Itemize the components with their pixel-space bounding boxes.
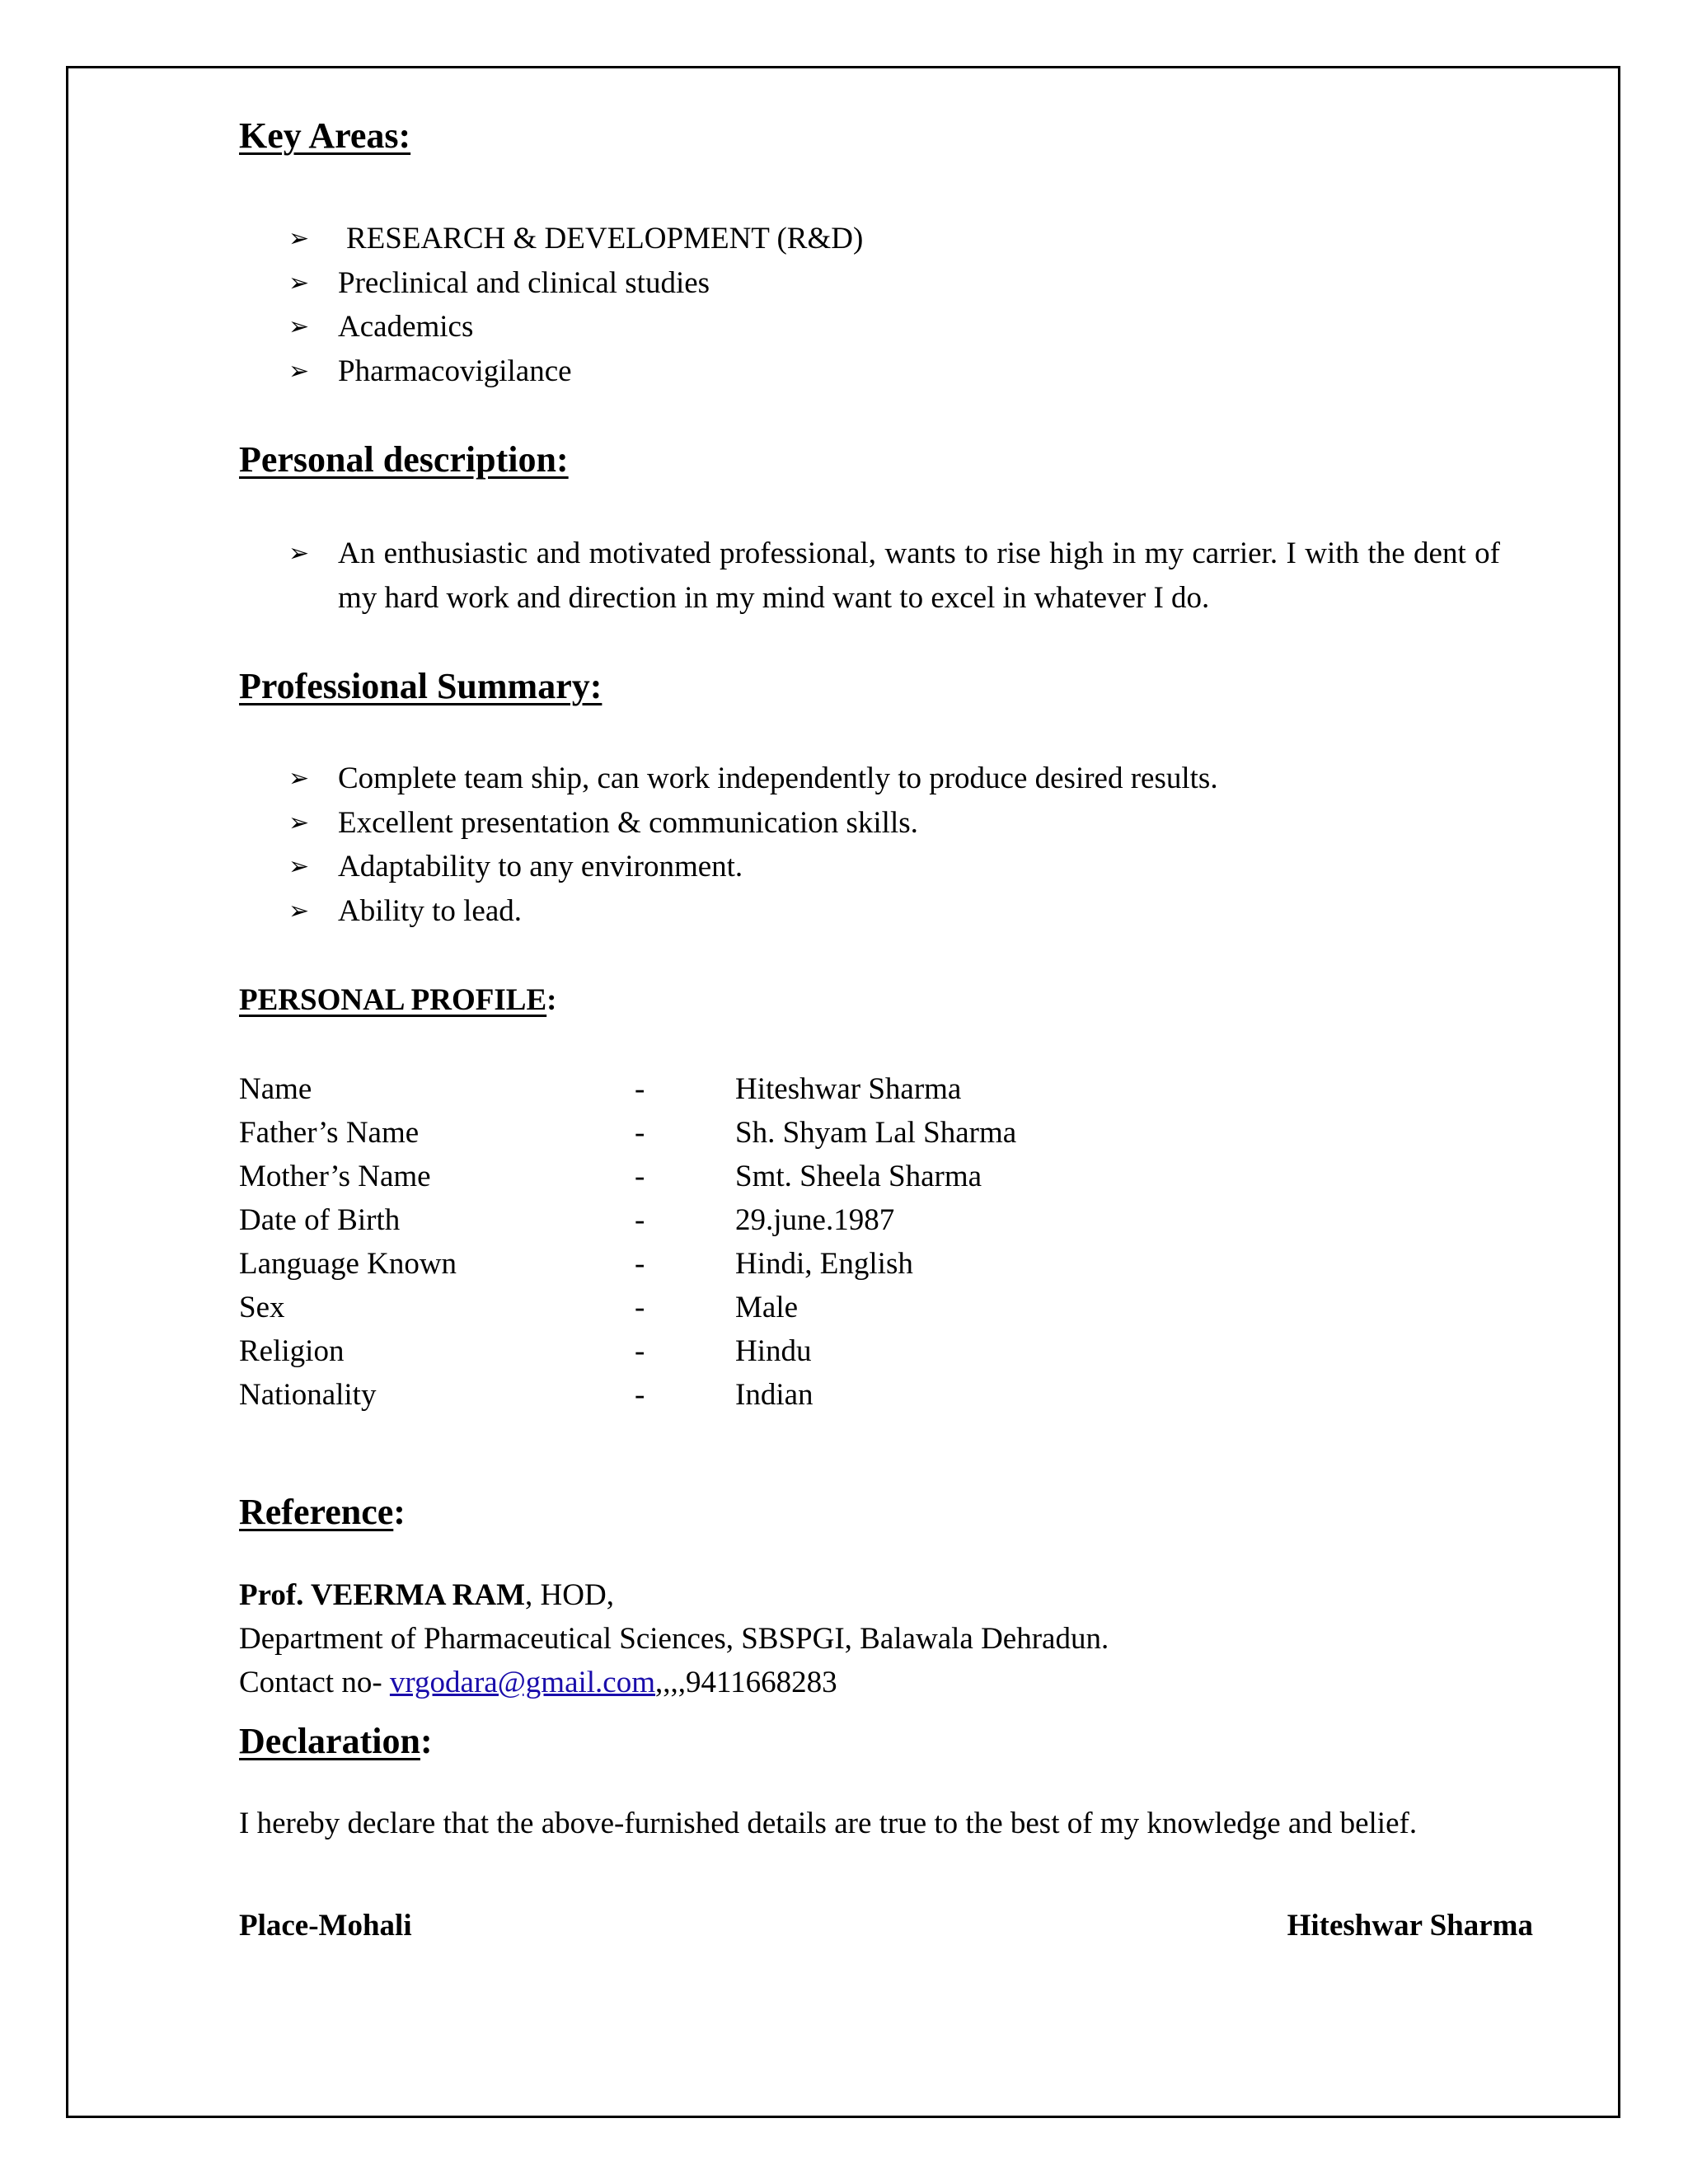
signature-name: Hiteshwar Sharma	[1287, 1909, 1533, 1943]
list-item: ➢ Academics	[288, 305, 1500, 349]
key-areas-list	[288, 217, 1500, 393]
arrow-bullet-icon: ➢	[288, 312, 310, 341]
arrow-bullet-icon: ➢	[288, 539, 310, 568]
reference-heading: Reference:	[239, 1492, 406, 1532]
list-item: ➢ Complete team ship, can work independently to produce desired results.	[288, 757, 1500, 801]
arrow-bullet-icon: ➢	[288, 852, 310, 881]
list-item: ➢ Pharmacovigilance	[288, 349, 1500, 394]
list-item: ➢ RESEARCH & DEVELOPMENT (R&D)	[288, 217, 1500, 261]
arrow-bullet-icon: ➢	[288, 268, 310, 298]
list-item: ➢ Adaptability to any environment.	[288, 845, 1500, 889]
declaration-heading: Declaration:	[239, 1721, 433, 1761]
professional-summary-list	[288, 757, 1500, 933]
profile-row: Date of Birth - 29.june.1987	[239, 1203, 895, 1237]
phone-number: ,,,,9411668283	[655, 1666, 837, 1699]
professional-summary-heading: Professional Summary:	[239, 666, 603, 706]
reference-department: Department of Pharmaceutical Sciences, SBSPGI, Balawala Dehradun.	[239, 1622, 1109, 1656]
declaration-text: I hereby declare that the above-furnished details are true to the best of my knowledge and belief.	[239, 1807, 1418, 1840]
arrow-bullet-icon: ➢	[288, 356, 310, 386]
personal-description-list	[288, 532, 1500, 620]
personal-description-heading: Personal description:	[239, 439, 569, 480]
key-areas-heading: Key Areas:	[239, 115, 411, 156]
list-item: ➢ Ability to lead.	[288, 889, 1500, 934]
arrow-bullet-icon: ➢	[288, 224, 310, 253]
arrow-bullet-icon: ➢	[288, 764, 310, 793]
profile-row: Name - Hiteshwar Sharma	[239, 1072, 962, 1106]
list-item: ➢ Excellent presentation & communication skills.	[288, 801, 1500, 846]
profile-row: Mother’s Name - Smt. Sheela Sharma	[239, 1160, 982, 1193]
arrow-bullet-icon: ➢	[288, 896, 310, 926]
email-link[interactable]: vrgodara@gmail.com	[389, 1666, 656, 1699]
reference-title: , HOD,	[525, 1578, 614, 1612]
declaration-place: Place-Mohali	[239, 1909, 412, 1943]
profile-row: Language Known - Hindi, English	[239, 1247, 913, 1281]
reference-name: Prof. VEERMA RAM	[239, 1578, 526, 1612]
profile-row: Nationality - Indian	[239, 1378, 814, 1412]
profile-row: Religion - Hindu	[239, 1334, 812, 1368]
reference-name-line	[239, 1573, 614, 1617]
personal-profile-heading: PERSONAL PROFILE:	[239, 983, 557, 1017]
profile-row: Sex - Male	[239, 1291, 799, 1324]
list-item: ➢ An enthusiastic and motivated professional, wants to rise high in my carrier. I with the dent of my hard work and direction in my mind want to excel in whatever I do.	[288, 532, 1500, 620]
profile-row: Father’s Name - Sh. Shyam Lal Sharma	[239, 1116, 1017, 1150]
list-item: ➢ Preclinical and clinical studies	[288, 261, 1500, 306]
reference-contact: Contact no- vrgodara@gmail.com,,,,9411668283	[239, 1666, 837, 1699]
arrow-bullet-icon: ➢	[288, 808, 310, 837]
